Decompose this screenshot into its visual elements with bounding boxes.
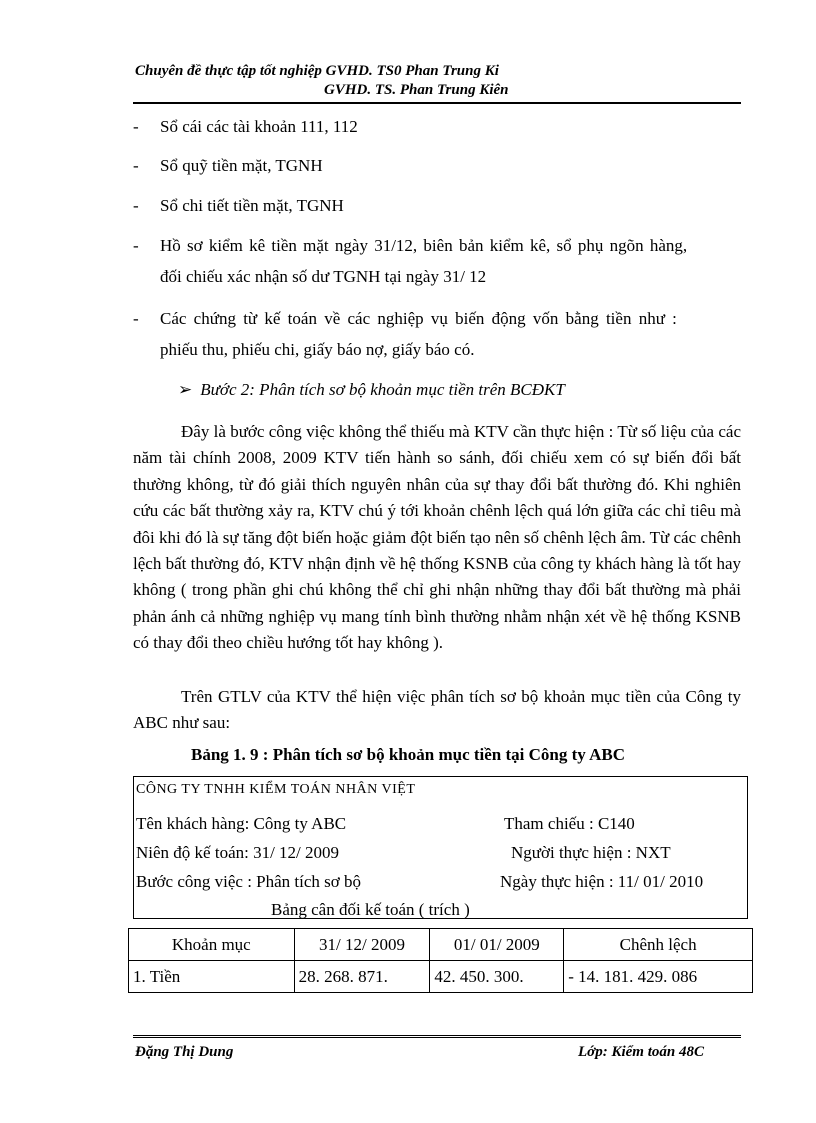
client-name: Tên khách hàng: Công ty ABC: [136, 814, 347, 833]
table-row: [129, 961, 753, 993]
arrow-bullet-icon: ➢: [178, 380, 193, 399]
bullet-text: Hồ sơ kiểm kê tiền mặt ngày 31/12, biên bản kiểm kê, sổ phụ ngõn hàng,: [160, 236, 688, 255]
column-header: 01/ 01/ 2009: [430, 929, 564, 961]
table-cell: 42. 450. 300.: [430, 961, 564, 993]
step-heading: [178, 380, 565, 400]
bullet-text: Sổ chi tiết tiền mặt, TGNH: [160, 196, 344, 215]
body-paragraph: Trên GTLV của KTV thể hiện việc phân tích sơ bộ khoản mục tiền của Công ty ABC như sau:: [133, 687, 741, 733]
bullet-dash: -: [133, 117, 139, 136]
fiscal-period: Niên độ kế toán: 31/ 12/ 2009: [136, 843, 340, 862]
bullet-continuation: đối chiếu xác nhận số dư TGNH tại ngày 31/ 12: [160, 267, 487, 286]
bullet-dash: -: [133, 309, 139, 328]
header-title: Chuyên đề thực tập tốt nghiệp GVHD. TS0 Phan Trung Ki: [135, 63, 499, 79]
step-text: Bước 2: Phân tích sơ bộ khoản mục tiền trên BCĐKT: [200, 380, 565, 399]
balance-sheet-subtitle: Bảng cân đối kế toán ( trích ): [271, 900, 470, 919]
table-cell: 28. 268. 871.: [294, 961, 430, 993]
bullet-continuation: phiếu thu, phiếu chi, giấy báo nợ, giấy báo có.: [160, 340, 475, 359]
header-rule: [133, 102, 741, 104]
performance-date: Ngày thực hiện : 11/ 01/ 2010: [500, 872, 704, 891]
audit-company-name: CÔNG TY TNHH KIỂM TOÁN NHÂN VIỆT: [136, 782, 416, 797]
column-header: Chênh lệch: [564, 929, 753, 961]
table-caption: Bảng 1. 9 : Phân tích sơ bộ khoản mục tiền tại Công ty ABC: [190, 745, 625, 764]
footer-class: Lớp: Kiểm toán 48C: [578, 1044, 704, 1060]
column-header: Khoản mục: [129, 929, 295, 961]
balance-table: [128, 928, 753, 993]
table-cell: 1. Tiền: [129, 961, 295, 993]
table-cell: - 14. 181. 429. 086: [564, 961, 753, 993]
bullet-dash: -: [133, 196, 139, 215]
footer-author: Đặng Thị Dung: [135, 1044, 234, 1060]
bullet-text: Sổ cái các tài khoản 111, 112: [160, 117, 358, 136]
header-supervisor: GVHD. TS. Phan Trung Kiên: [324, 82, 509, 98]
bullet-dash: -: [133, 156, 139, 175]
column-header: 31/ 12/ 2009: [294, 929, 430, 961]
body-paragraph: Đây là bước công việc không thể thiếu mà KTV cần thực hiện : Từ số liệu của các năm tài chính 2008, 2009 KTV tiến hành so sánh, đối chiếu xem có sự biến đổi bất thường không, từ đó giải thích nguyên nhân của sự thay đổi bất thường đó. Khi nghiên cứu các bất thường xảy ra, KTV chú ý tới khoản chênh lệch quá lớn giữa các chỉ tiêu mà đôi khi đó là sự tăng đột biến hoặc giảm đột biến tạo nên số chênh lệch âm. Từ các chênh lệch bất thường đó, KTV nhận định về hệ thống KSNB của công ty khách hàng là tốt hay không ( trong phần ghi chú không thể chỉ ghi nhận những thay đổi bất thường mà phải phản ánh cả những nghiệp vụ mang tính bình thường nhằm nhận xét về hệ thống KSNB có thay đổi theo chiều hướng tốt hay không ).: [133, 422, 741, 653]
table-header-row: [129, 929, 753, 961]
bullet-text: Các chứng từ kế toán về các nghiệp vụ biến động vốn bằng tiền như :: [160, 309, 677, 328]
footer-rule: [133, 1035, 741, 1038]
bullet-text: Sổ quỹ tiền mặt, TGNH: [160, 156, 323, 175]
audit-info-box: [133, 776, 748, 919]
reference-code: Tham chiếu : C140: [504, 814, 635, 833]
work-step: Bước công việc : Phân tích sơ bộ: [136, 872, 362, 891]
bullet-dash: -: [133, 236, 139, 255]
performer: Người thực hiện : NXT: [511, 843, 671, 862]
